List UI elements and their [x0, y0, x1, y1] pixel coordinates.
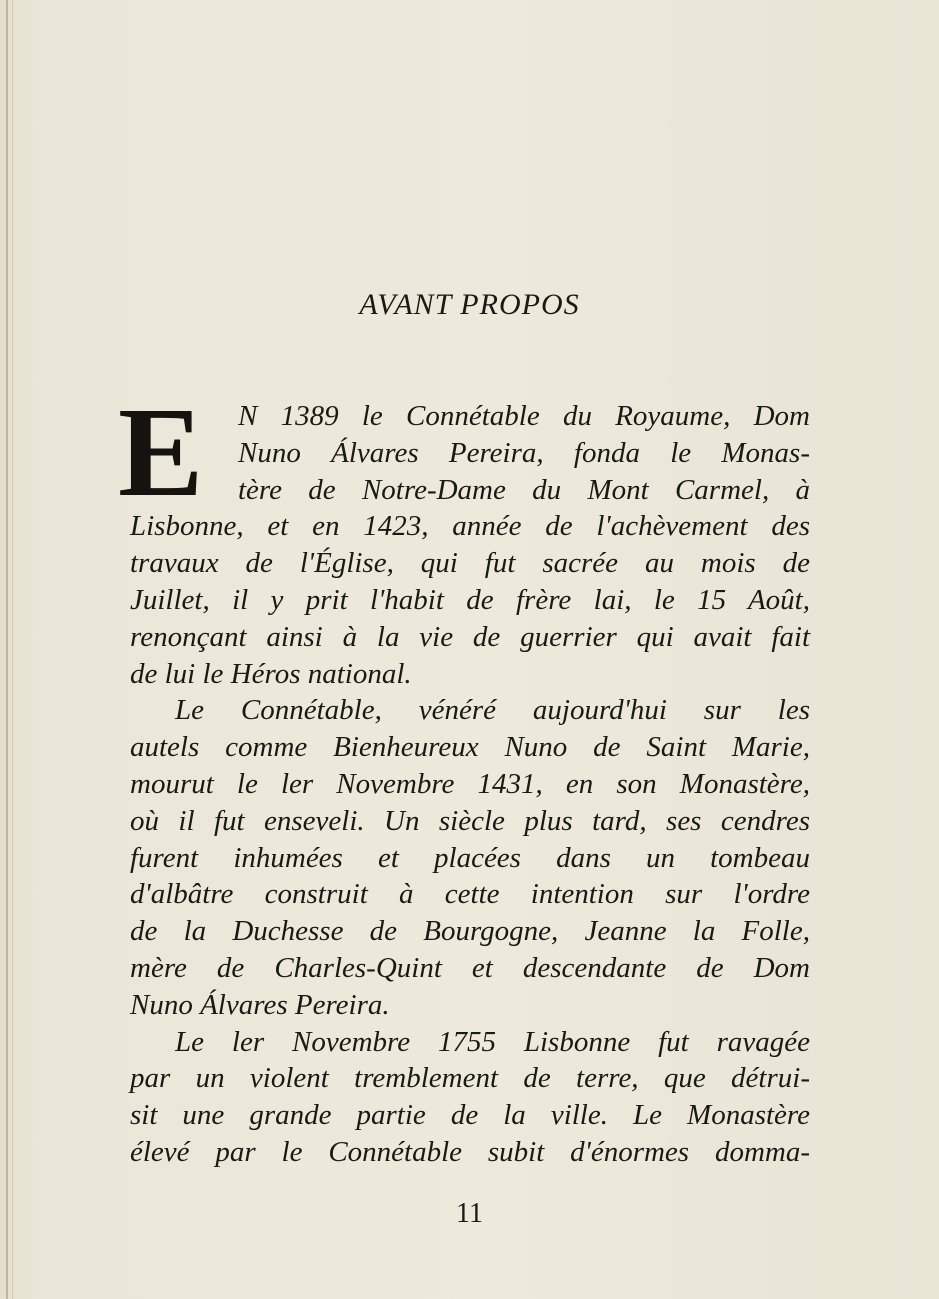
text-line: où il fut enseveli. Un siècle plus tard, ses cendres [130, 804, 810, 837]
text-line: tère de Notre-Dame du Mont Carmel, à [238, 473, 810, 506]
text-line: élevé par le Connétable subit d'énormes domma- [130, 1135, 810, 1168]
text-line: Le ler Novembre 1755 Lisbonne fut ravagée [175, 1025, 810, 1058]
text-line: de lui le Héros national. [130, 657, 412, 690]
binding-edge [6, 0, 8, 1299]
text-line: N 1389 le Connétable du Royaume, Dom [238, 400, 810, 432]
section-heading: AVANT PROPOS [359, 288, 580, 321]
text-line: Juillet, il y prit l'habit de frère lai, le 15 Août, [130, 583, 810, 616]
text-line: mère de Charles-Quint et descendante de Dom [130, 951, 810, 984]
text-line: travaux de l'Église, qui fut sacrée au mois de [130, 547, 810, 580]
text-line: mourut le ler Novembre 1431, en son Monastère, [130, 767, 810, 800]
text-line: Nuno Álvares Pereira. [130, 988, 390, 1021]
text-line: renonçant ainsi à la vie de guerrier qui avait fait [130, 620, 810, 653]
binding-edge-inner [12, 0, 13, 1299]
text-line: de la Duchesse de Bourgogne, Jeanne la Folle, [130, 915, 810, 948]
text-line: autels comme Bienheureux Nuno de Saint Marie, [130, 731, 810, 764]
page-number: 11 [456, 1198, 483, 1229]
text-line: Le Connétable, vénéré aujourd'hui sur les [175, 694, 810, 727]
text-line: Lisbonne, et en 1423, année de l'achèvement des [130, 510, 810, 543]
drop-cap: E [118, 381, 204, 523]
text-line: d'albâtre construit à cette intention sur l'ordre [130, 878, 810, 911]
text-line: par un violent tremblement de terre, que détrui- [130, 1062, 810, 1095]
body-text [130, 398, 810, 1171]
text-line: furent inhumées et placées dans un tombeau [130, 841, 810, 874]
text-line: Nuno Álvares Pereira, fonda le Monas- [238, 436, 810, 469]
text-line: sit une grande partie de la ville. Le Monastère [130, 1099, 810, 1132]
